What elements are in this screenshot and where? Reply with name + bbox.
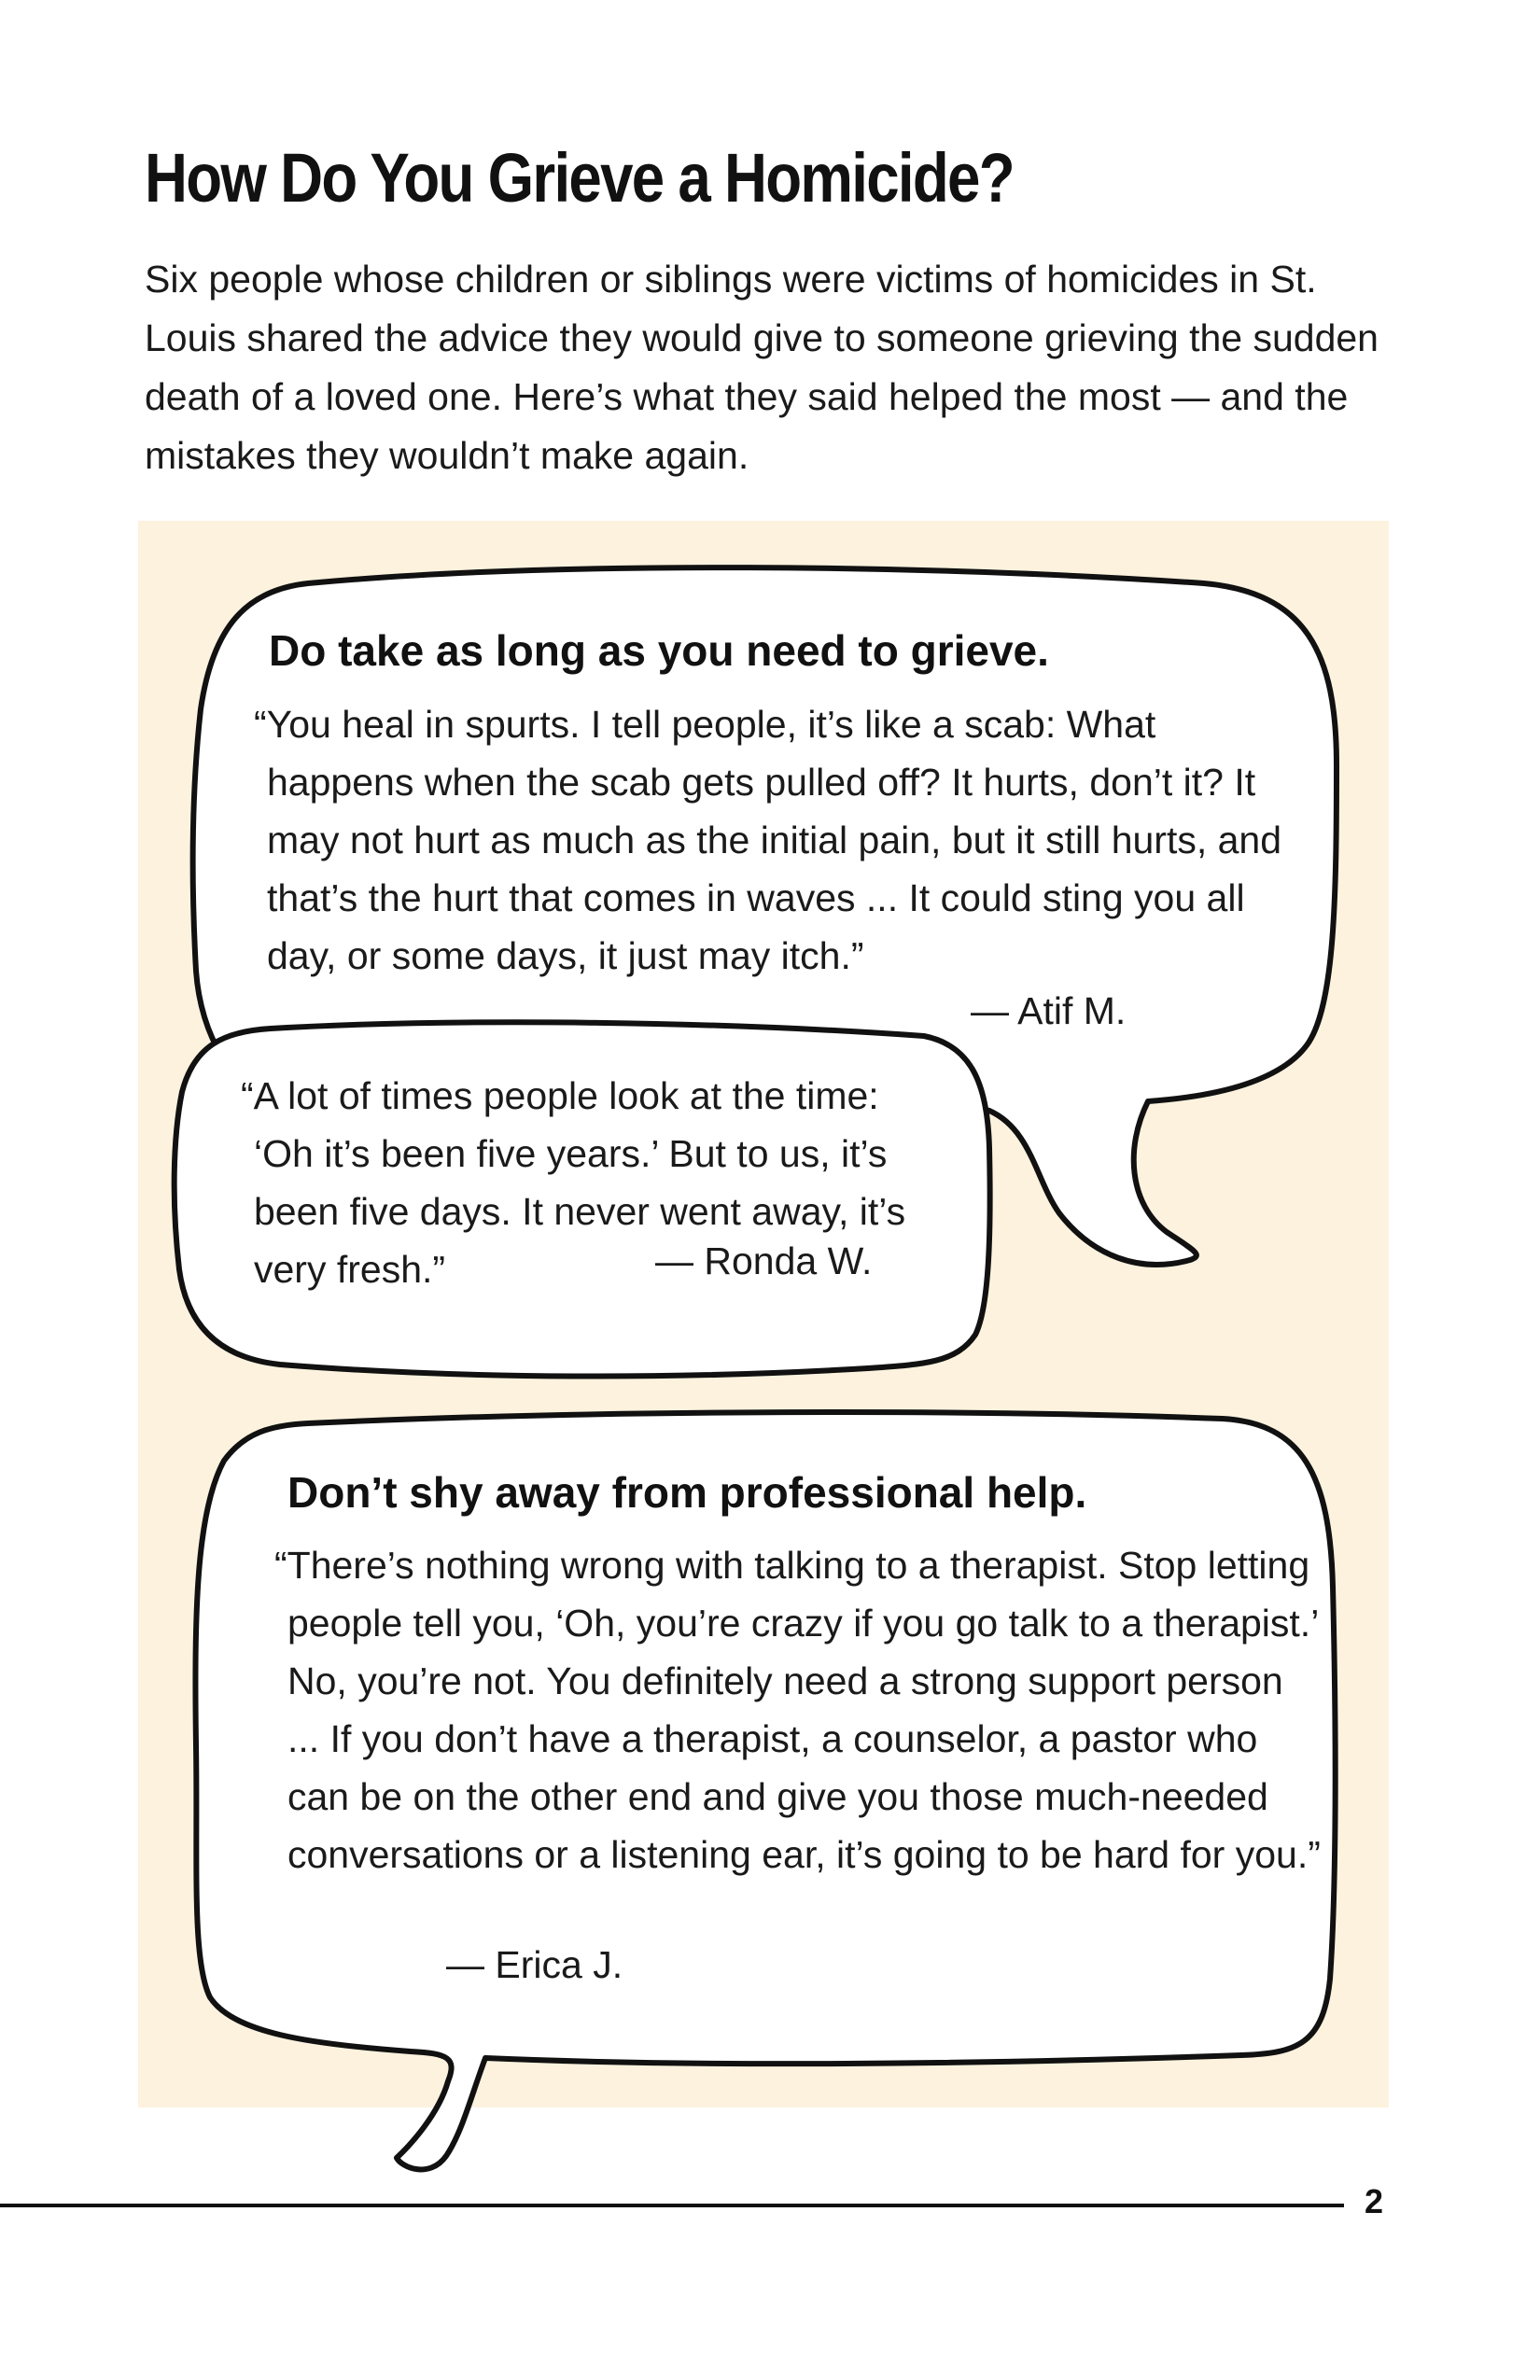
section-3-quote: “There’s nothing wrong with talking to a therapist. Stop letting people tell you, ‘Oh, you’re crazy if you go talk to a therapist.’ No, you’re not. You definitely need a strong support person ... If you don’t have a therapist, a counselor, a pastor who can be on the other end and give you those much-needed conversations or a listening ear, it’s going to be hard for you.” [274, 1544, 1321, 1876]
page-title: How Do You Grieve a Homicide? [145, 139, 1014, 217]
section-1-quote: “You heal in spurts. I tell people, it’s like a scab: What happens when the scab gets pulled off? It hurts, don’t it? It may not hurt as much as the initial pain, but it still hurts, and that’s the hurt that comes in waves ... It could sting you all day, or some days, it just may itch.” [254, 703, 1282, 977]
section-2-attribution: — Ronda W. [655, 1239, 873, 1282]
section-3-attribution: — Erica J. [446, 1943, 623, 1986]
section-3-heading: Don’t shy away from professional help. [287, 1468, 1087, 1517]
page-number: 2 [1365, 2182, 1384, 2220]
intro-paragraph: Six people whose children or siblings were victims of homicides in St. Louis shared the advice they would give to someone grieving the sudden death of a loved one. Here’s what they said helped the most — and the mistakes they wouldn’t make again. [145, 258, 1379, 477]
section-1-heading: Do take as long as you need to grieve. [269, 626, 1049, 675]
section-1-attribution: — Atif M. [971, 989, 1127, 1032]
footer-rule [0, 2204, 1344, 2207]
section-2-quote: “A lot of times people look at the time: ‘Oh it’s been five years.’ But to us, it’s been five days. It never went away, it’s very fresh.” [241, 1074, 906, 1291]
